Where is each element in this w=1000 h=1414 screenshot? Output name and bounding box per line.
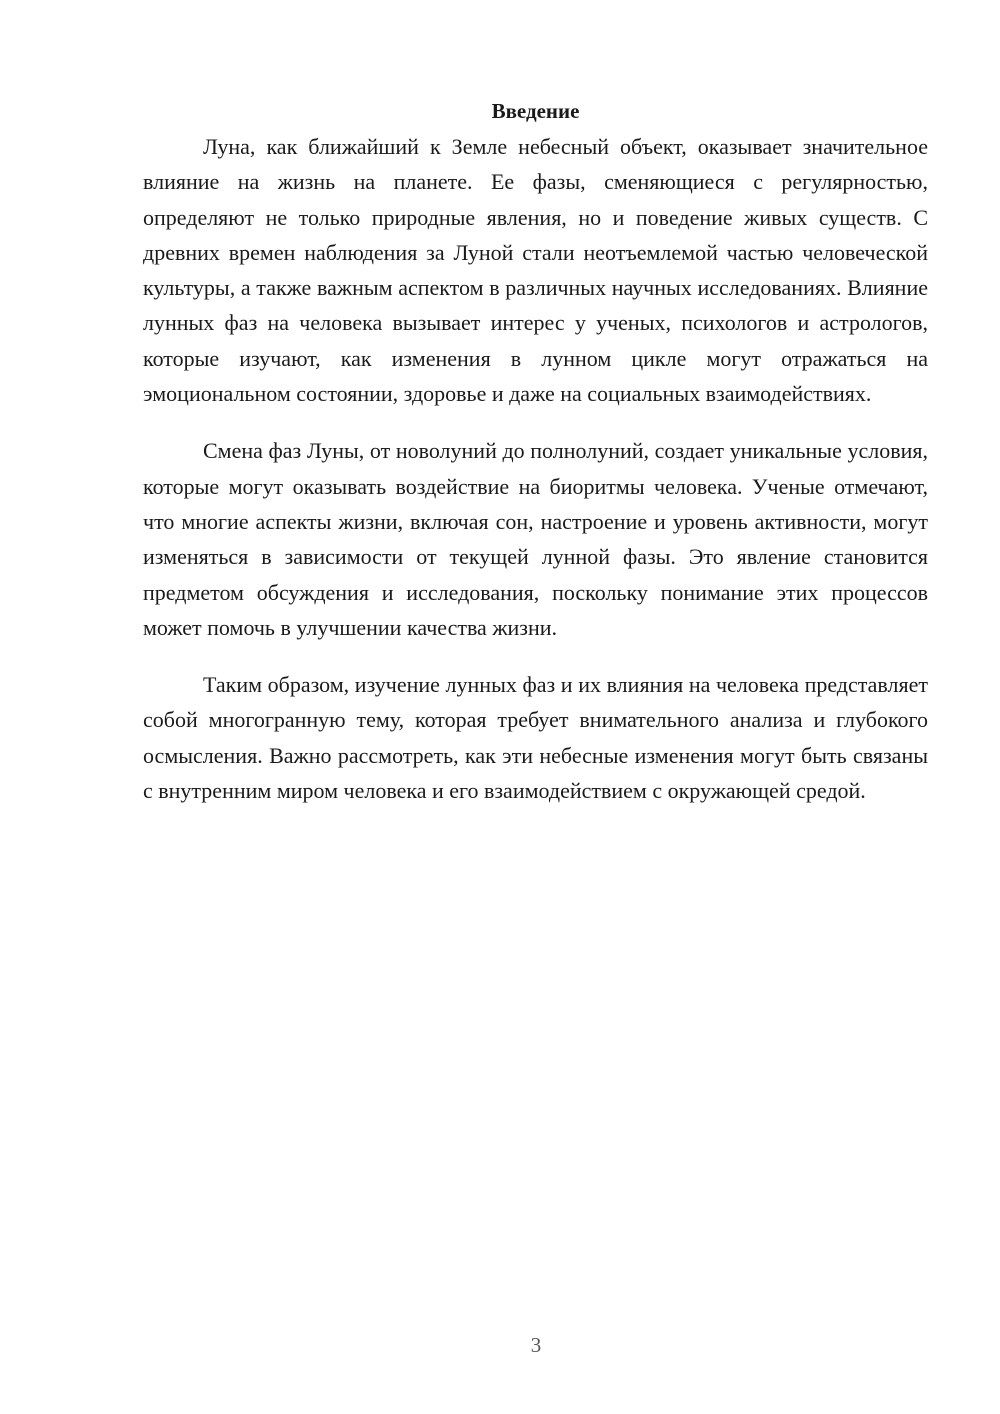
paragraph-3: Таким образом, изучение лунных фаз и их влияния на человека представляет собой многогранную тему, которая требует внимательного анализа и глубокого осмысления. Важно рассмотреть, как эти небесные изменения могут быть связаны с внутренним миром человека и его взаимодействием с окружающей средой. bbox=[143, 672, 928, 804]
paragraph-2: Смена фаз Луны, от новолуний до полнолуний, создает уникальные условия, которые могут оказывать воздействие на биоритмы человека. Ученые отмечают, что многие аспекты жизни, включая сон, настроение и уровень активности, могут изменяться в зависимости от текущей лунной фазы. Это явление становится предметом обсуждения и исследования, поскольку понимание этих процессов может помочь в улучшении качества жизни. bbox=[143, 438, 928, 640]
page-number: 3 bbox=[530, 1333, 542, 1357]
page-content bbox=[143, 94, 928, 808]
paragraph-1: Луна, как ближайший к Земле небесный объект, оказывает значительное влияние на жизнь на планете. Ее фазы, сменяющиеся с регулярностью, определяют не только природные явления, но и поведение живых существ. С древних времен наблюдения за Луной стали неотъемлемой частью человеческой культуры, а также важным аспектом в различных научных исследованиях. Влияние лунных фаз на человека вызывает интерес у ученых, психологов и астрологов, которые изучают, как изменения в лунном цикле могут отражаться на эмоциональном состоянии, здоровье и даже на социальных взаимодействиях. bbox=[143, 134, 928, 407]
section-heading: Введение bbox=[491, 99, 580, 123]
